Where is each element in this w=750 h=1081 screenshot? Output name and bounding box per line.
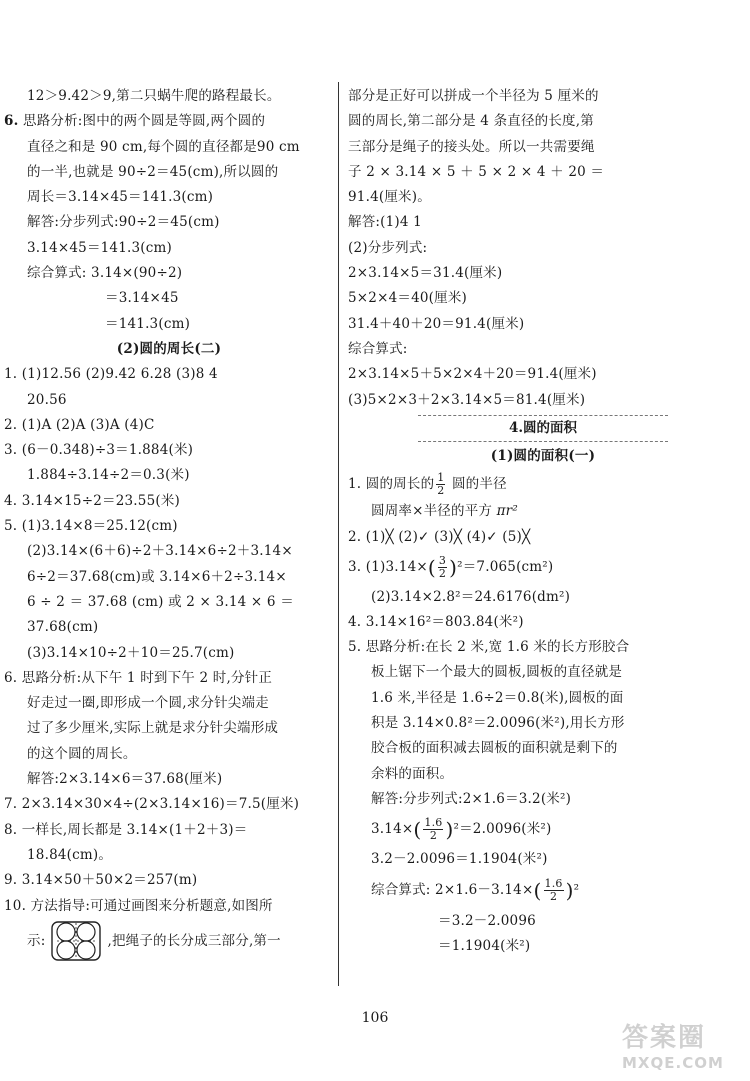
text-line — [348, 499, 738, 524]
fraction — [436, 472, 445, 497]
text-line: 4. 3.14×15÷2＝23.55(米) — [4, 492, 181, 509]
fraction-numerator: 1 — [437, 471, 445, 485]
text-line: ＝1.1904(米²) — [438, 937, 531, 954]
text-line: 5. (1)3.14×8＝25.12(cm) — [4, 518, 178, 535]
text-span: 圆周率×半径的平方 — [371, 503, 497, 520]
text-line: 解答:分步列式:90÷2＝45(cm) — [27, 214, 220, 231]
text-line: 2×3.14×5＋5×2×4＋20＝91.4(厘米) — [348, 366, 597, 383]
text-line: 3. (6－0.348)÷3＝1.884(米) — [4, 442, 194, 459]
text-span: ²＝2.0096(米²) — [453, 821, 552, 838]
text-line: 1.6 米,半径是 1.6÷2＝0.8(米),圆板的面 — [371, 689, 624, 706]
text-line: 综合算式: — [348, 340, 408, 357]
text-line: 9. 3.14×50＋50×2＝257(m) — [4, 872, 198, 889]
column-divider — [338, 82, 339, 986]
text-line: 1. (1)12.56 (2)9.42 6.28 (3)8 4 — [4, 366, 218, 383]
text-line: 综合算式: 2×1.6－3.14×( $\frac{1.6}{2}$ )² — [371, 877, 580, 904]
text-line: 圆的周长,第二部分是 4 条直径的长度,第 — [348, 113, 594, 130]
text-span: ,把绳子的长分成三部分,第一 — [107, 932, 281, 949]
text-line: 3.14×45＝141.3(cm) — [27, 239, 172, 256]
text-line: 10. 方法指导:可通过画图来分析题意,如图所 — [4, 897, 273, 914]
text-line: 31.4＋40＋20＝91.4(厘米) — [348, 315, 525, 332]
watermark-logo: 答案圈 MXQE.COM — [622, 1023, 724, 1072]
text-line: 6 ÷ 2 ＝ 37.68 (cm) 或 2 × 3.14 × 6 ＝ — [27, 593, 294, 610]
text-line: 2. (1)A (2)A (3)A (4)C — [4, 416, 155, 433]
text-line: 好走过一圈,即形成一个圆,求分针尖端走 — [27, 695, 269, 712]
page-number: 106 — [361, 1010, 389, 1026]
text-line: 6. 思路分析:从下午 1 时到下午 2 时,分针正 — [4, 669, 273, 686]
text-line: 的一半,也就是 90÷2＝45(cm),所以圆的 — [27, 163, 279, 180]
text-span: 综合算式: 2×1.6－3.14× — [371, 882, 534, 899]
text-line: 直径之和是 90 cm,每个圆的直径都是90 cm — [27, 138, 300, 155]
text-span: 3.14× — [371, 821, 414, 838]
text-line: 8. 一样长,周长都是 3.14×(1＋2＋3)＝ — [4, 821, 248, 838]
fraction-numerator: 1.6 — [424, 816, 443, 830]
text-line: 18.84(cm)。 — [27, 846, 113, 863]
right-column — [348, 84, 738, 959]
text-line: 解答:2×3.14×6＝37.68(厘米) — [27, 771, 223, 788]
text-span: 圆的半径 — [447, 476, 507, 493]
text-line: 5. 思路分析:在长 2 米,宽 1.6 米的长方形胶合 — [348, 639, 630, 656]
text-line: (3)5×2×3＋2×3.14×5＝81.4(厘米) — [348, 391, 586, 408]
fraction-denominator: 2 — [437, 484, 445, 498]
text-span: ²＝7.065(cm²) — [457, 559, 554, 576]
text-line: 12＞9.42＞9,第二只蜗牛爬的路程最长。 — [27, 88, 281, 104]
text-line — [348, 469, 738, 499]
fraction-denominator: 2 — [429, 829, 438, 843]
text-line: 2. (1)╳ (2)✓ (3)╳ (4)✓ (5)╳ — [348, 528, 531, 545]
text-line: 子 2 × 3.14 × 5 ＋ 5 × 2 × 4 ＋ 20 ＝ — [348, 163, 605, 180]
text-line: 20.56 — [27, 391, 67, 408]
sub-heading: (2)圆的周长(二) — [116, 340, 222, 357]
text-line: 6÷2＝37.68(cm)或 3.14×6＋2÷3.14× — [27, 568, 287, 585]
text-line: 3.2－2.0096＝1.1904(米²) — [371, 850, 548, 867]
text-line: 余料的面积。 — [371, 765, 454, 782]
text-span: 3. (1)3.14× — [348, 559, 428, 576]
text-line: 板上锯下一个最大的圆板,圆板的直径就是 — [371, 664, 623, 681]
fraction — [438, 555, 447, 580]
text-line: 的这个圆的周长。 — [27, 745, 137, 762]
left-column — [4, 84, 334, 963]
text-line: 过了多少厘米,实际上就是求分针尖端形成 — [27, 720, 279, 737]
text-line: ＝141.3(cm) — [105, 315, 191, 332]
rope-circles-diagram — [49, 919, 103, 963]
fraction-numerator: 3 — [438, 554, 447, 568]
text-line — [4, 919, 334, 964]
text-line: ＝3.14×45 — [105, 290, 179, 307]
text-line: (2)3.14×2.8²＝24.6176(dm²) — [371, 588, 571, 605]
text-line: 胶合板的面积减去圆板的面积就是剩下的 — [371, 740, 618, 757]
text-line: ＝3.2－2.0096 — [438, 912, 536, 929]
text-line: 综合算式: 3.14×(90÷2) — [27, 265, 183, 282]
text-line: 1.884÷3.14÷2＝0.3(米) — [27, 467, 190, 484]
text-line: 解答:(1)4 1 — [348, 214, 422, 231]
text-line: 37.68(cm) — [27, 619, 99, 636]
text-span: 示: — [27, 932, 46, 949]
text-line: 4. 3.14×16²＝803.84(米²) — [348, 613, 524, 630]
text-line: (3)3.14×10÷2＋10＝25.7(cm) — [27, 644, 235, 661]
text-span: 思路分析:图中的两个圆是等圆,两个圆的 — [23, 113, 266, 130]
formula: πr² — [496, 503, 518, 520]
text-line: 积是 3.14×0.8²＝2.0096(米²),用长方形 — [371, 715, 625, 732]
text-line: 3.14×( $\frac{1.6}{2}$ )²＝2.0096(米²) — [371, 816, 552, 843]
text-line: 解答:分步列式:2×1.6＝3.2(米²) — [371, 790, 572, 807]
text-line: 部分是正好可以拼成一个半径为 5 厘米的 — [348, 88, 599, 104]
fraction — [544, 878, 564, 903]
text-line: (2)分步列式: — [348, 239, 428, 256]
section-heading: 4.圆的面积 — [418, 415, 668, 442]
text-line: 2×3.14×5＝31.4(厘米) — [348, 265, 503, 282]
fraction-denominator: 2 — [438, 567, 447, 581]
text-span: ² — [573, 882, 580, 899]
fraction-numerator: 1.6 — [544, 877, 563, 891]
text-span: 1. 圆的周长的 — [348, 476, 435, 493]
sub-heading: (1)圆的面积(一) — [490, 448, 596, 465]
question-number: 6. — [4, 113, 19, 130]
fraction-denominator: 2 — [549, 890, 558, 904]
text-line: (2)3.14×(6＋6)÷2＋3.14×6÷2＋3.14× — [27, 543, 293, 560]
text-line — [4, 109, 334, 134]
text-line: 5×2×4＝40(厘米) — [348, 290, 468, 307]
text-line: 3. (1)3.14×( $\frac{3}{2}$ )²＝7.065(cm²) — [348, 554, 554, 581]
text-line: 三部分是绳子的接头处。所以一共需要绳 — [348, 138, 595, 155]
text-line: 91.4(厘米)。 — [348, 189, 431, 206]
text-line: 7. 2×3.14×30×4÷(2×3.14×16)＝7.5(厘米) — [4, 796, 300, 813]
fraction — [423, 817, 443, 842]
text-line: 周长＝3.14×45＝141.3(cm) — [27, 189, 214, 206]
